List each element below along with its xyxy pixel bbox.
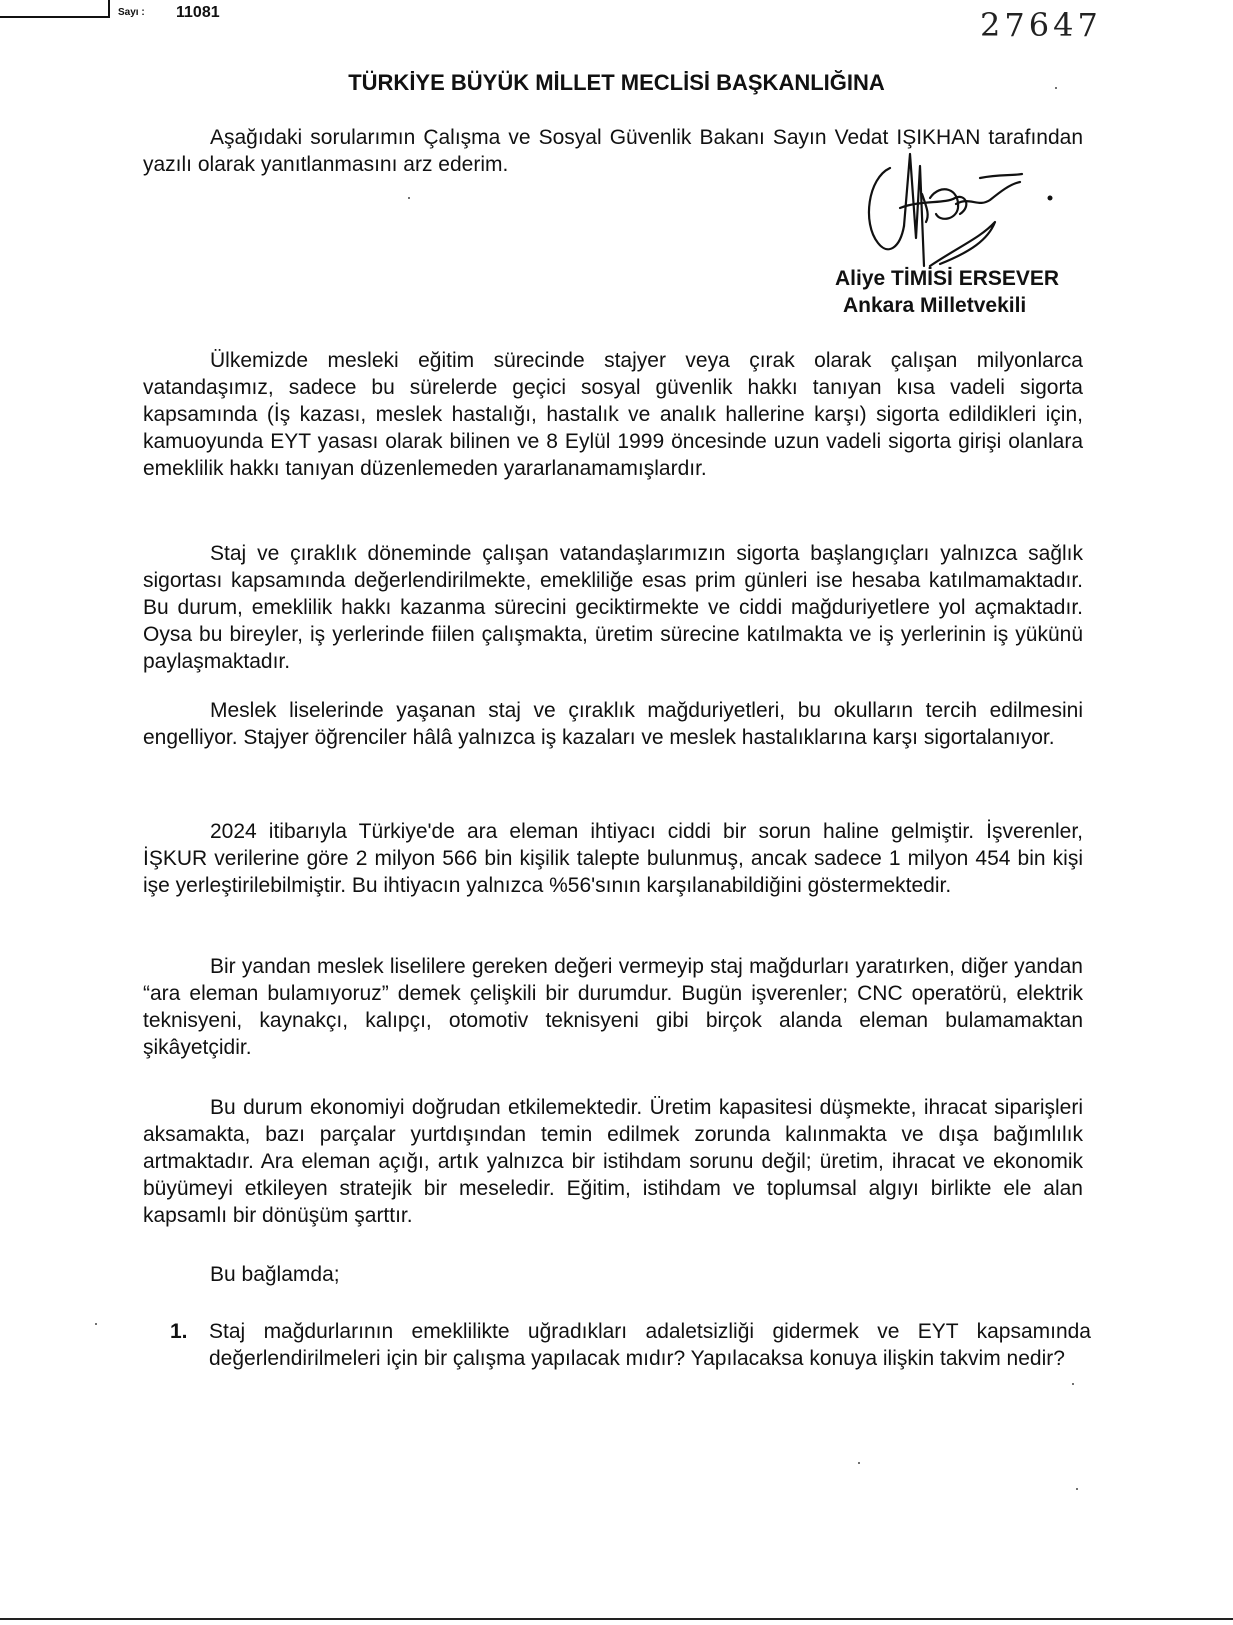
paragraph-text: Staj ve çıraklık döneminde çalışan vatandaşlarımızın sigorta başlangıçları yalnızca sağlık sigortası kapsamında değerlendirilmekte, emekliliğe esas prim günleri ise hesaba katılmamaktadır. Bu durum, emeklilik hakkı kazanma sürecini geciktirmekte ve ciddi mağduriyetlere yol açmaktadır. Oysa bu bireyler, iş yerlerinde fiilen çalışmakta, üretim sürecine katılmakta ve iş yerlerinin iş yükünü paylaşmaktadır. [143,542,1083,673]
paragraph-text: Bu durum ekonomiyi doğrudan etkilemektedir. Üretim kapasitesi düşmekte, ihracat siparişleri aksamakta, bazı parçalar yurtdışından temin edilmek zorunda kalınmakta ve dışa bağımlılık artmaktadır. Ara eleman açığı, artık yalnızca bir istihdam sorunu değil; üretim, ihracat ve ekonomik büyümeyi etkileyen stratejik bir meseledir. Eğitim, istihdam ve toplumsal algıyı birlikte ele alan kapsamlı bir dönüşüm şarttır. [143,1096,1083,1227]
handwritten-signature [860,148,1060,276]
intro-text: Aşağıdaki sorularımın Çalışma ve Sosyal Güvenlik Bakanı Sayın Vedat IŞIKHAN tarafından yazılı olarak yanıtlanmasını arz ederim. [143,126,1083,176]
scan-speck [1055,87,1057,89]
scan-speck [858,1462,860,1464]
body-paragraph [143,540,1083,675]
question-number: 1. [170,1320,188,1343]
registry-stamp-number: 27647 [980,6,1102,44]
body-paragraph [143,1094,1083,1229]
question-text: Staj mağdurlarının emeklilikte uğradıkları adaletsizliği gidermek ve EYT kapsamında değerlendirilmeleri için bir çalışma yapılacak mıdır? Yapılacaksa konuya ilişkin takvim nedir? [209,1320,1091,1370]
document-number: 11081 [176,4,220,21]
body-paragraph [143,953,1083,1061]
bottom-edge-line [0,1618,1233,1620]
document-number-label: Sayı : [118,7,145,18]
scan-speck [1076,1488,1078,1490]
document-title: TÜRKİYE BÜYÜK MİLLET MECLİSİ BAŞKANLIĞINA [348,70,885,95]
signatory-title: Ankara Milletvekili [843,294,1027,317]
header-frame [0,0,110,18]
scan-speck [95,1323,97,1325]
scan-speck [408,197,410,199]
paragraph-text: Bir yandan meslek liselilere gereken değeri vermeyip staj mağdurları yaratırken, diğer yandan “ara eleman bulamıyoruz” demek çelişkili bir durumdur. Bugün işverenler; CNC operatörü, elektrik teknisyeni, kaynakçı, kalıpçı, otomotiv teknisyeni gibi birçok alanda eleman bulamamaktan şikâyetçidir. [143,955,1083,1059]
signatory-name: Aliye TİMİSİ ERSEVER [835,267,1060,290]
body-paragraph [143,347,1083,482]
scan-speck [1072,1383,1074,1385]
context-line-text: Bu bağlamda; [210,1263,340,1286]
context-line [143,1261,1083,1288]
paragraph-text: 2024 itibarıyla Türkiye'de ara eleman ihtiyacı ciddi bir sorun haline gelmiştir. İşverenler, İŞKUR verilerine göre 2 milyon 566 bin kişilik talepte bulunmuş, ancak sadece 1 milyon 454 bin kişi işe yerleştirilebilmiştir. Bu ihtiyacın yalnızca %56'sının karşılanabildiğini göstermektedir. [143,820,1083,897]
paragraph-text: Ülkemizde mesleki eğitim sürecinde stajyer veya çırak olarak çalışan milyonlarca vatandaşımız, sadece bu sürelerde geçici sosyal güvenlik hakkı tanıyan kısa vadeli sigorta kapsamında (İş kazası, meslek hastalığı, hastalık ve analık hallerine karşı) sigorta edildikleri için, kamuoyunda EYT yasası olarak bilinen ve 8 Eylül 1999 öncesinde uzun vadeli sigorta girişi olanlara emeklilik hakkı tanıyan düzenlemeden yararlanamamışlardır. [143,349,1083,480]
body-paragraph [143,818,1083,899]
body-paragraph [143,697,1083,751]
paragraph-text: Meslek liselerinde yaşanan staj ve çıraklık mağduriyetleri, bu okulların tercih edilmesini engelliyor. Stajyer öğrenciler hâlâ yalnızca iş kazaları ve meslek hastalıklarına karşı sigortalanıyor. [143,699,1083,749]
